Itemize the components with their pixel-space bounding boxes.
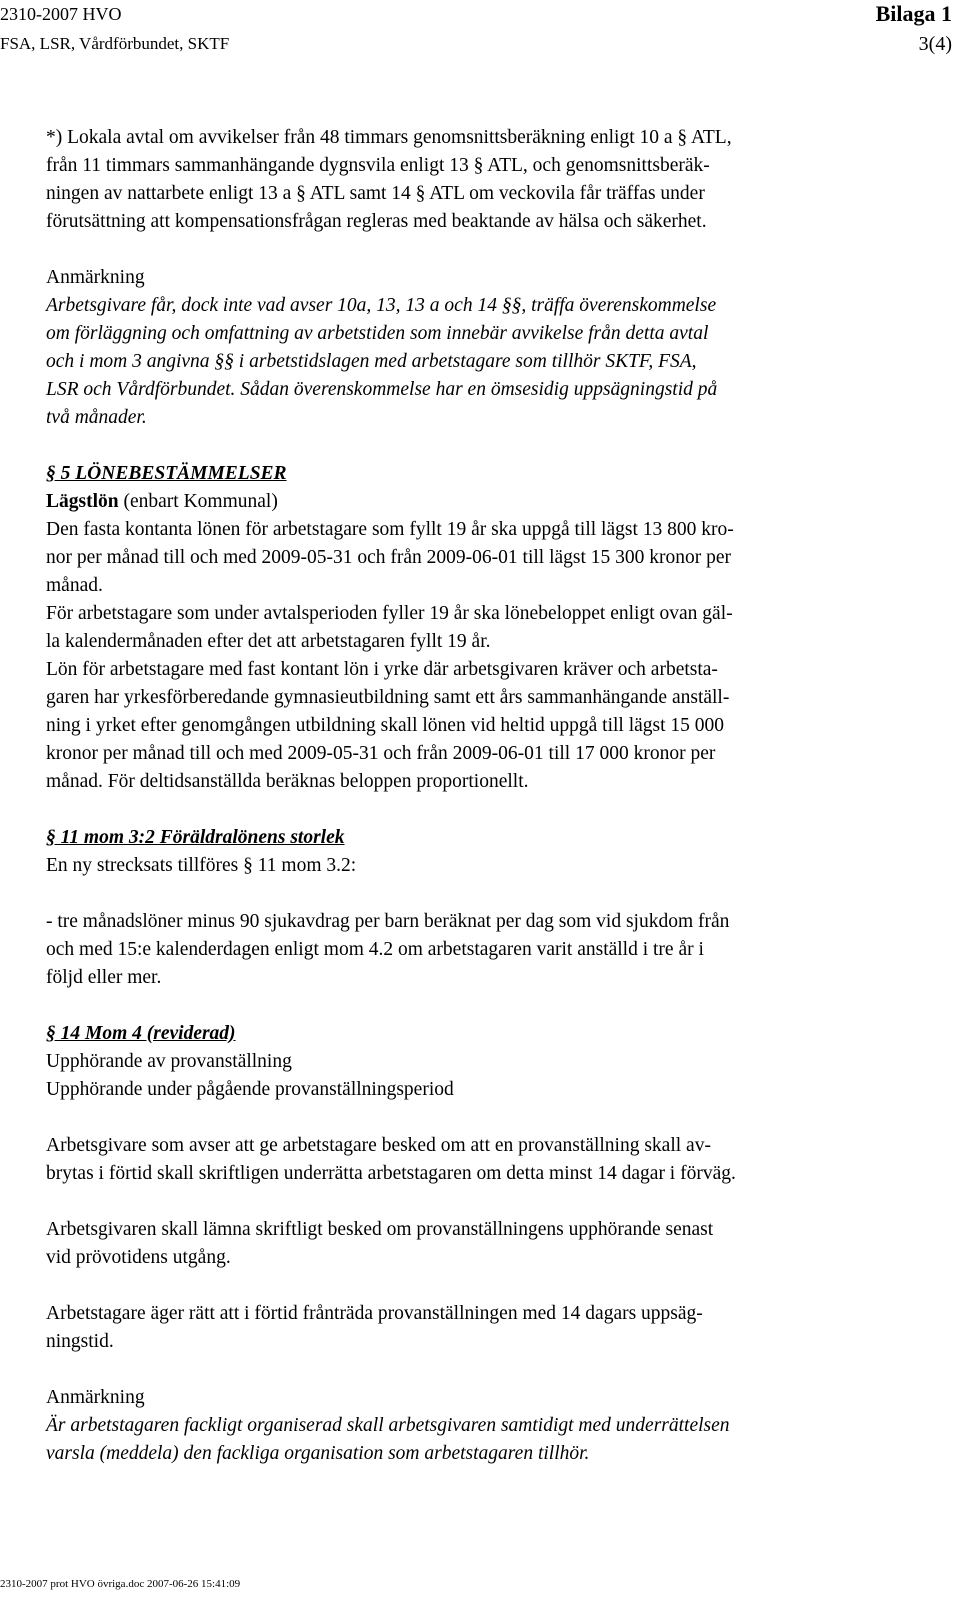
text-line: varsla (meddela) den fackliga organisation som arbetstagaren tillhör. [46,1443,590,1464]
text-line: kronor per månad till och med 2009-05-31 och från 2009-06-01 till 17 000 kronor per [46,743,716,764]
intro-paragraph [46,124,926,236]
text-line: om förläggning och omfattning av arbetstiden som innebär avvikelse från detta avtal [46,323,709,344]
section-11 [46,824,926,992]
spacer [46,796,926,824]
text-line: *) Lokala avtal om avvikelser från 48 timmars genomsnittsberäkning enligt 10 a § ATL, [46,127,732,148]
text-line: och i mom 3 angivna §§ i arbetstidslagen med arbetstagare som tillhör SKTF, FSA, [46,351,697,372]
text-line: och med 15:e kalenderdagen enligt mom 4.2 om arbetstagaren varit anställd i tre år i [46,939,704,960]
text-line: ning i yrket efter genomgången utbildning skall lönen vid heltid uppgå till lägst 15 000 [46,715,725,736]
text-line: ningstid. [46,1331,114,1352]
remark-heading: Anmärkning [46,1387,145,1408]
text-line: En ny strecksats tillföres § 11 mom 3.2: [46,855,357,876]
remark-block-2 [46,1384,926,1468]
text-line: garen har yrkesförberedande gymnasieutbildning samt ett års sammanhängande anställ- [46,687,730,708]
footer-filename: 2310-2007 prot HVO övriga.doc 2007-06-26 15:41:09 [0,1578,241,1590]
section-heading: § 11 mom 3:2 Föräldralönens storlek [46,827,345,848]
document-body [46,124,926,1468]
remark-heading: Anmärkning [46,267,145,288]
text-line: vid prövotidens utgång. [46,1247,231,1268]
section-heading: § 14 Mom 4 (reviderad) [46,1023,236,1044]
remark-block-1 [46,264,926,432]
spacer [46,992,926,1020]
subheading [46,488,926,516]
text-line: Lön för arbetstagare med fast kontant lön i yrke där arbetsgivaren kräver och arbetsta- [46,659,718,680]
text-line: två månader. [46,407,147,428]
text-line: brytas i förtid skall skriftligen underrätta arbetstagaren om detta minst 14 dagar i förväg. [46,1163,736,1184]
text-line: från 11 timmars sammanhängande dygnsvila enligt 13 § ATL, och genomsnittsberäk- [46,155,710,176]
section-heading: § 5 LÖNEBESTÄMMELSER [46,463,287,484]
text-line: Den fasta kontanta lönen för arbetstagare som fyllt 19 år ska uppgå till lägst 13 800 kro- [46,519,734,540]
text-line: Arbetsgivare som avser att ge arbetstagare besked om att en provanställning skall av- [46,1135,711,1156]
text-line: För arbetstagare som under avtalsperioden fyller 19 år ska lönebeloppet enligt ovan gäl- [46,603,733,624]
spacer [46,1272,926,1300]
text-line: månad. För deltidsanställda beräknas beloppen proportionellt. [46,771,529,792]
text-line: Arbetsgivare får, dock inte vad avser 10a, 13, 13 a och 14 §§, träffa överenskommelse [46,295,717,316]
text-line: LSR och Vårdförbundet. Sådan överenskommelse har en ömsesidig uppsägningstid på [46,379,718,400]
text-line: nor per månad till och med 2009-05-31 och från 2009-06-01 till lägst 15 300 kronor per [46,547,732,568]
spacer [46,1188,926,1216]
text-line: Är arbetstagaren fackligt organiserad skall arbetsgivaren samtidigt med underrättelsen [46,1415,730,1436]
text-line: - tre månadslöner minus 90 sjukavdrag per barn beräknat per dag som vid sjukdom från [46,911,730,932]
section-5 [46,460,926,796]
spacer [46,236,926,264]
header-appendix-label: Bilaga 1 [875,1,952,26]
text-line: ningen av nattarbete enligt 13 a § ATL samt 14 § ATL om veckovila får träffas under [46,183,705,204]
text-line: Arbetsgivaren skall lämna skriftligt besked om provanställningens upphörande senast [46,1219,714,1240]
text-line: följd eller mer. [46,967,162,988]
header-doc-id: 2310-2007 HVO [0,4,122,24]
header-parties: FSA, LSR, Vårdförbundet, SKTF [0,34,230,53]
spacer [46,432,926,460]
subheading: Upphörande av provanställning [46,1051,292,1072]
section-14 [46,1020,926,1356]
text-line: förutsättning att kompensationsfrågan regleras med beaktande av hälsa och säkerhet. [46,211,707,232]
spacer [46,1356,926,1384]
subheading: Upphörande under pågående provanställningsperiod [46,1079,454,1100]
spacer [46,1104,926,1132]
text-line: månad. [46,575,103,596]
spacer [46,880,926,908]
subheading-bold: Lägstlön [46,491,119,512]
subheading-rest: (enbart Kommunal) [118,491,278,512]
text-line: la kalendermånaden efter det att arbetstagaren fyllt 19 år. [46,631,491,652]
text-line: Arbetstagare äger rätt att i förtid frånträda provanställningen med 14 dagars uppsäg- [46,1303,703,1324]
header-page-number: 3(4) [918,33,952,55]
